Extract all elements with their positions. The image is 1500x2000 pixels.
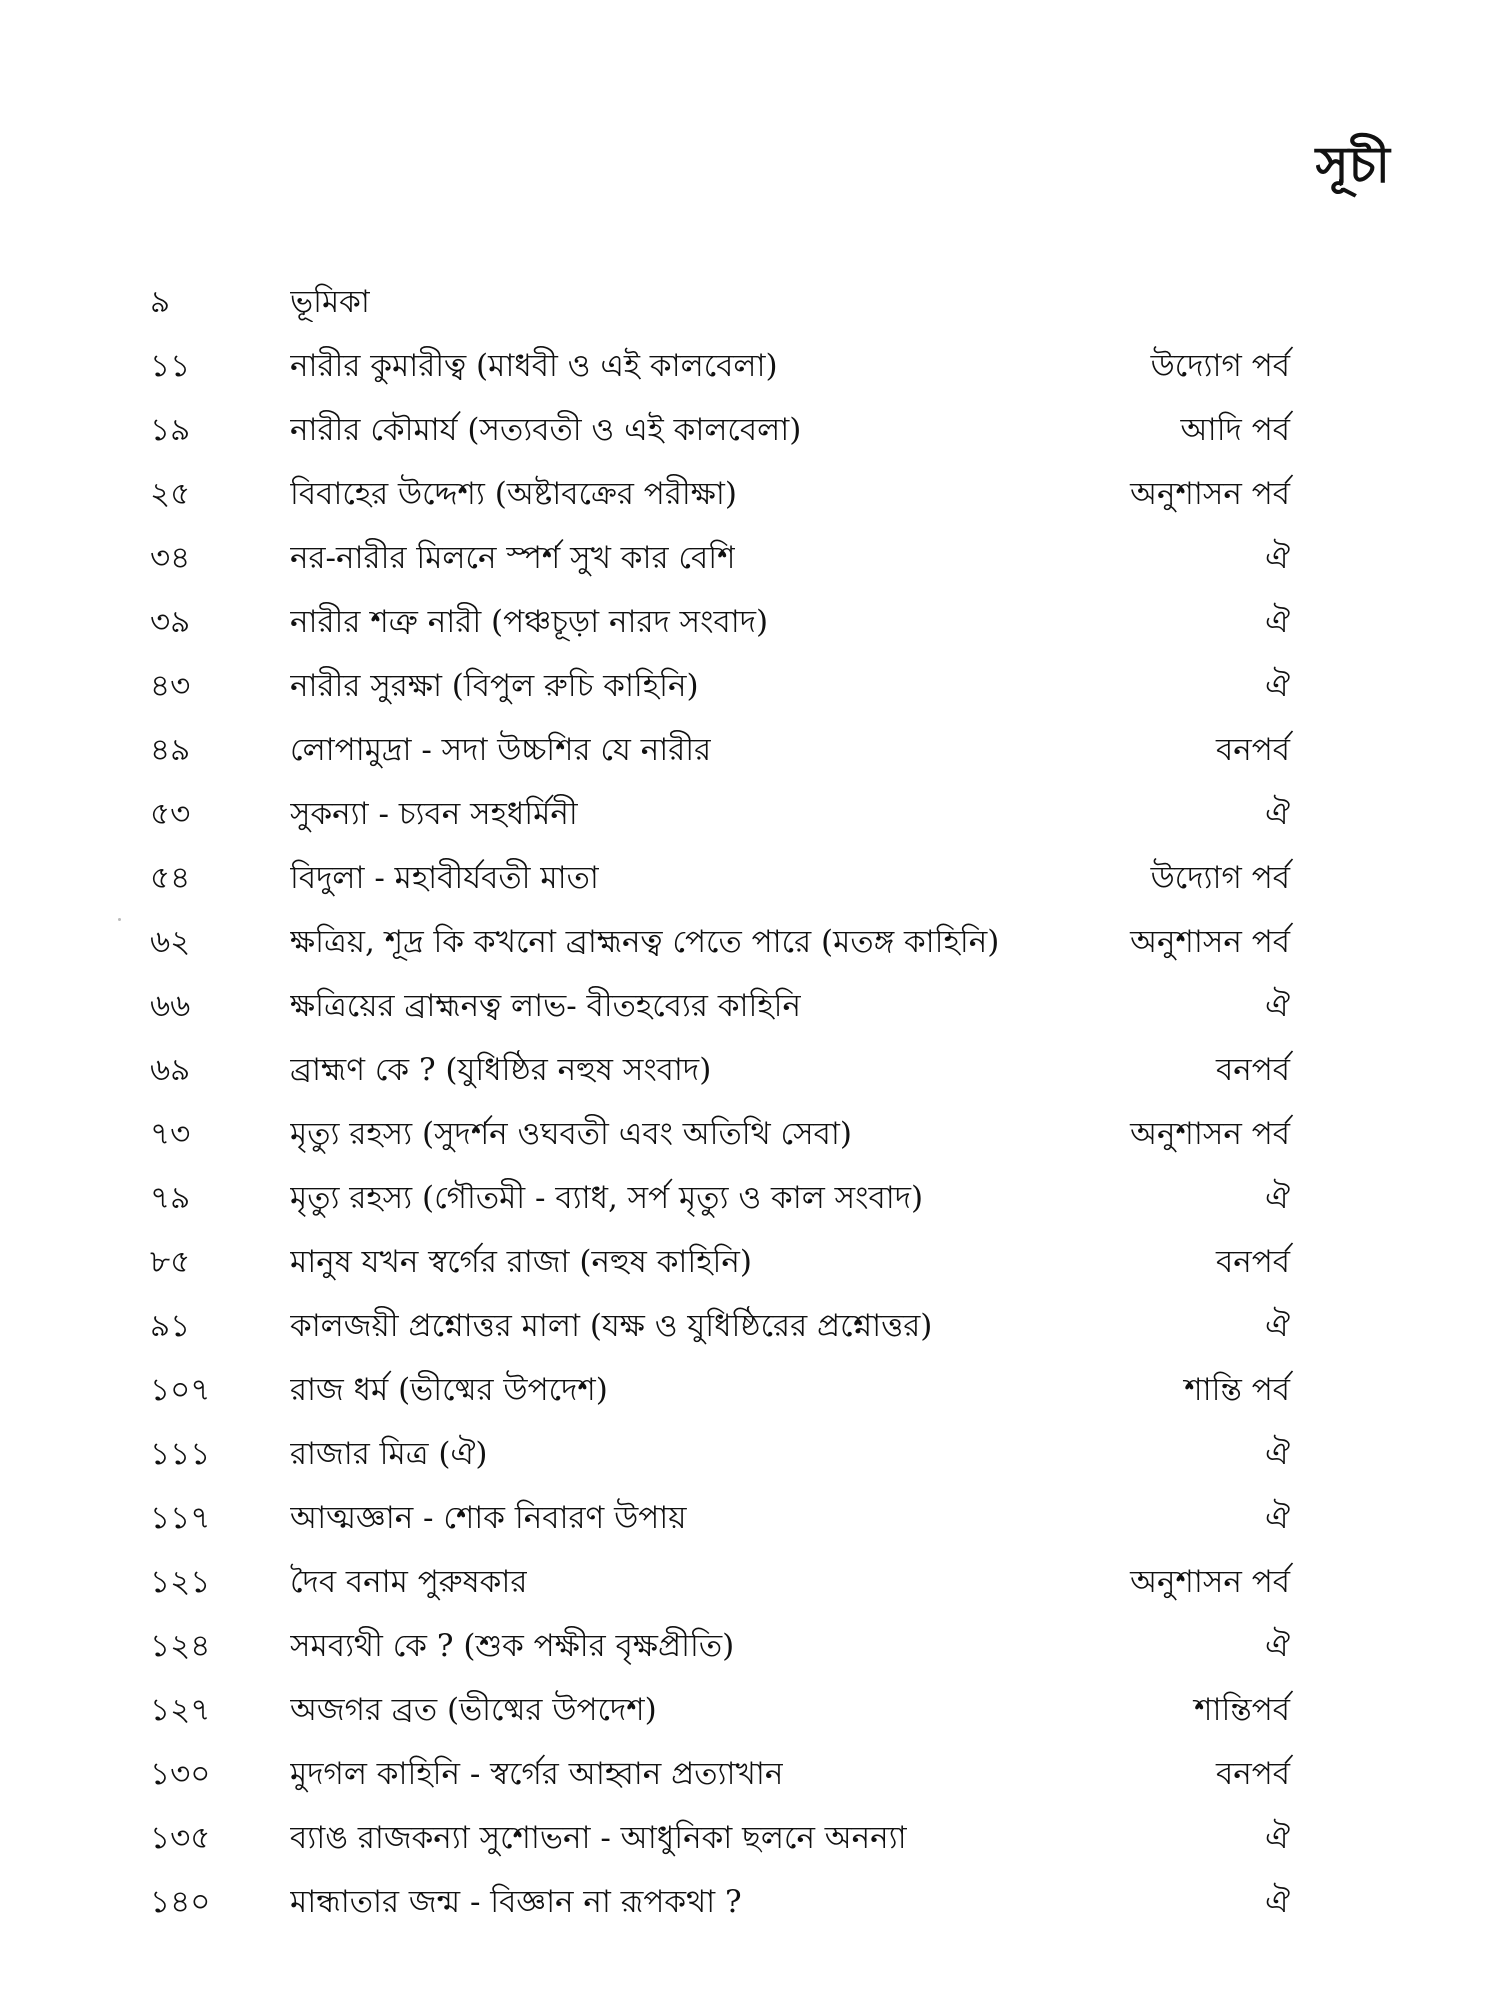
toc-entry-title: বিবাহের উদ্দেশ্য (অষ্টাবক্রের পরীক্ষা) (290, 476, 737, 512)
toc-row (150, 1370, 1290, 1434)
toc-page-number: ১৩০ (150, 1756, 211, 1792)
toc-row (150, 1050, 1290, 1114)
toc-page-number: ৩৯ (150, 604, 191, 640)
scan-speck (118, 918, 121, 921)
toc-list (150, 282, 1290, 1946)
toc-entry-title: আত্মজ্ঞান - শোক নিবারণ উপায় (290, 1500, 687, 1536)
toc-page-number: ১১৭ (150, 1500, 211, 1536)
toc-page-number: ১২৪ (150, 1628, 211, 1664)
toc-row (150, 1690, 1290, 1754)
toc-parva: ঐ (1265, 1180, 1290, 1216)
toc-entry-title: নারীর কৌমার্য (সত্যবতী ও এই কালবেলা) (290, 412, 802, 448)
toc-entry-title: মৃত্যু রহস্য (সুদর্শন ওঘবতী এবং অতিথি সেবা) (290, 1116, 852, 1152)
toc-page-number: ৭৯ (150, 1180, 191, 1216)
toc-row (150, 1114, 1290, 1178)
toc-page-number: ৬৬ (150, 988, 191, 1024)
toc-row (150, 1306, 1290, 1370)
toc-parva: ঐ (1265, 988, 1290, 1024)
toc-row (150, 1562, 1290, 1626)
toc-parva: ঐ (1265, 540, 1290, 576)
toc-page-number: ৬২ (150, 924, 191, 960)
toc-row (150, 538, 1290, 602)
toc-page-number: ১৯ (150, 412, 191, 448)
toc-parva: অনুশাসন পর্ব (1130, 476, 1290, 512)
toc-parva: বনপর্ব (1215, 1756, 1290, 1792)
toc-page-number: ৮৫ (150, 1244, 191, 1280)
toc-parva: ঐ (1265, 1628, 1290, 1664)
toc-page-number: ১১ (150, 348, 191, 384)
toc-page-number: ২৫ (150, 476, 191, 512)
toc-parva: ঐ (1265, 1436, 1290, 1472)
toc-row (150, 922, 1290, 986)
toc-entry-title: মানুষ যখন স্বর্গের রাজা (নহুষ কাহিনি) (290, 1244, 753, 1280)
toc-parva: উদ্যোগ পর্ব (1150, 860, 1290, 896)
toc-entry-title: মুদগল কাহিনি - স্বর্গের আহ্বান প্রত্যাখান (290, 1756, 784, 1792)
toc-row (150, 794, 1290, 858)
toc-entry-title: ব্যাঙ রাজকন্যা সুশোভনা - আধুনিকা ছলনে অনন্যা (290, 1820, 907, 1856)
toc-entry-title: মৃত্যু রহস্য (গৌতমী - ব্যাধ, সর্প মৃত্যু ও কাল সংবাদ) (290, 1180, 924, 1216)
toc-entry-title: সুকন্যা - চ্যবন সহধর্মিনী (290, 796, 578, 832)
toc-page-number: ৭৩ (150, 1116, 191, 1152)
toc-entry-title: রাজার মিত্র (ঐ) (290, 1436, 488, 1472)
toc-parva: ঐ (1265, 604, 1290, 640)
toc-entry-title: নারীর শত্রু নারী (পঞ্চচূড়া নারদ সংবাদ) (290, 604, 769, 640)
toc-entry-title: নর-নারীর মিলনে স্পর্শ সুখ কার বেশি (290, 540, 736, 576)
toc-page-number: ১০৭ (150, 1372, 211, 1408)
toc-parva: বনপর্ব (1215, 1052, 1290, 1088)
toc-parva: উদ্যোগ পর্ব (1150, 348, 1290, 384)
toc-page-number: ৯ (150, 284, 171, 320)
toc-entry-title: অজগর ব্রত (ভীষ্মের উপদেশ) (290, 1692, 657, 1728)
toc-parva: ঐ (1265, 1500, 1290, 1536)
toc-parva: ঐ (1265, 1884, 1290, 1920)
toc-parva: শান্তিপর্ব (1194, 1692, 1290, 1728)
toc-row (150, 602, 1290, 666)
toc-parva: ঐ (1265, 1308, 1290, 1344)
toc-entry-title: নারীর কুমারীত্ব (মাধবী ও এই কালবেলা) (290, 348, 778, 384)
toc-entry-title: মান্ধাতার জন্ম - বিজ্ঞান না রূপকথা ? (290, 1884, 742, 1920)
page-title: সূচী (1315, 135, 1390, 194)
toc-parva: বনপর্ব (1215, 1244, 1290, 1280)
toc-row (150, 346, 1290, 410)
toc-row (150, 474, 1290, 538)
toc-page-number: ৬৯ (150, 1052, 191, 1088)
toc-parva: অনুশাসন পর্ব (1130, 1564, 1290, 1600)
toc-parva: অনুশাসন পর্ব (1130, 1116, 1290, 1152)
toc-row (150, 1882, 1290, 1946)
toc-page-number: ১২৭ (150, 1692, 211, 1728)
toc-row (150, 1818, 1290, 1882)
toc-parva: ঐ (1265, 796, 1290, 832)
toc-page-number: ১১১ (150, 1436, 211, 1472)
toc-row (150, 666, 1290, 730)
toc-row (150, 1242, 1290, 1306)
toc-parva: আদি পর্ব (1180, 412, 1290, 448)
toc-page-number: ১২১ (150, 1564, 211, 1600)
toc-row (150, 282, 1290, 346)
toc-row (150, 1434, 1290, 1498)
toc-entry-title: ব্রাহ্মণ কে ? (যুধিষ্ঠির নহুষ সংবাদ) (290, 1052, 712, 1088)
toc-entry-title: ক্ষত্রিয়, শূদ্র কি কখনো ব্রাহ্মনত্ব পেতে পারে (মতঙ্গ কাহিনি) (290, 924, 1000, 960)
toc-page-number: ১৩৫ (150, 1820, 211, 1856)
toc-entry-title: লোপামুদ্রা - সদা উচ্চশির যে নারীর (290, 732, 712, 768)
toc-parva: ঐ (1265, 1820, 1290, 1856)
toc-row (150, 858, 1290, 922)
toc-row (150, 1498, 1290, 1562)
toc-row (150, 410, 1290, 474)
toc-entry-title: রাজ ধর্ম (ভীষ্মের উপদেশ) (290, 1372, 608, 1408)
toc-page-number: ৪৩ (150, 668, 191, 704)
toc-row (150, 986, 1290, 1050)
toc-entry-title: সমব্যথী কে ? (শুক পক্ষীর বৃক্ষপ্রীতি) (290, 1628, 735, 1664)
toc-entry-title: দৈব বনাম পুরুষকার (290, 1564, 528, 1600)
toc-row (150, 1754, 1290, 1818)
toc-parva: শান্তি পর্ব (1184, 1372, 1290, 1408)
toc-entry-title: বিদুলা - মহাবীর্যবতী মাতা (290, 860, 599, 896)
toc-page-number: ৯১ (150, 1308, 191, 1344)
toc-page-number: ৩৪ (150, 540, 191, 576)
toc-page-number: ৫৩ (150, 796, 191, 832)
toc-row (150, 730, 1290, 794)
toc-page-number: ৫৪ (150, 860, 191, 896)
toc-entry-title: ভূমিকা (290, 284, 370, 320)
toc-parva: বনপর্ব (1215, 732, 1290, 768)
toc-row (150, 1178, 1290, 1242)
toc-parva: ঐ (1265, 668, 1290, 704)
toc-page-number: ১৪০ (150, 1884, 211, 1920)
toc-entry-title: নারীর সুরক্ষা (বিপুল রুচি কাহিনি) (290, 668, 699, 704)
toc-parva: অনুশাসন পর্ব (1130, 924, 1290, 960)
toc-page-number: ৪৯ (150, 732, 191, 768)
toc-row (150, 1626, 1290, 1690)
toc-entry-title: কালজয়ী প্রশ্নোত্তর মালা (যক্ষ ও যুধিষ্ঠিরের প্রশ্নোত্তর) (290, 1308, 933, 1344)
toc-entry-title: ক্ষত্রিয়ের ব্রাহ্মনত্ব লাভ- বীতহব্যের কাহিনি (290, 988, 802, 1024)
